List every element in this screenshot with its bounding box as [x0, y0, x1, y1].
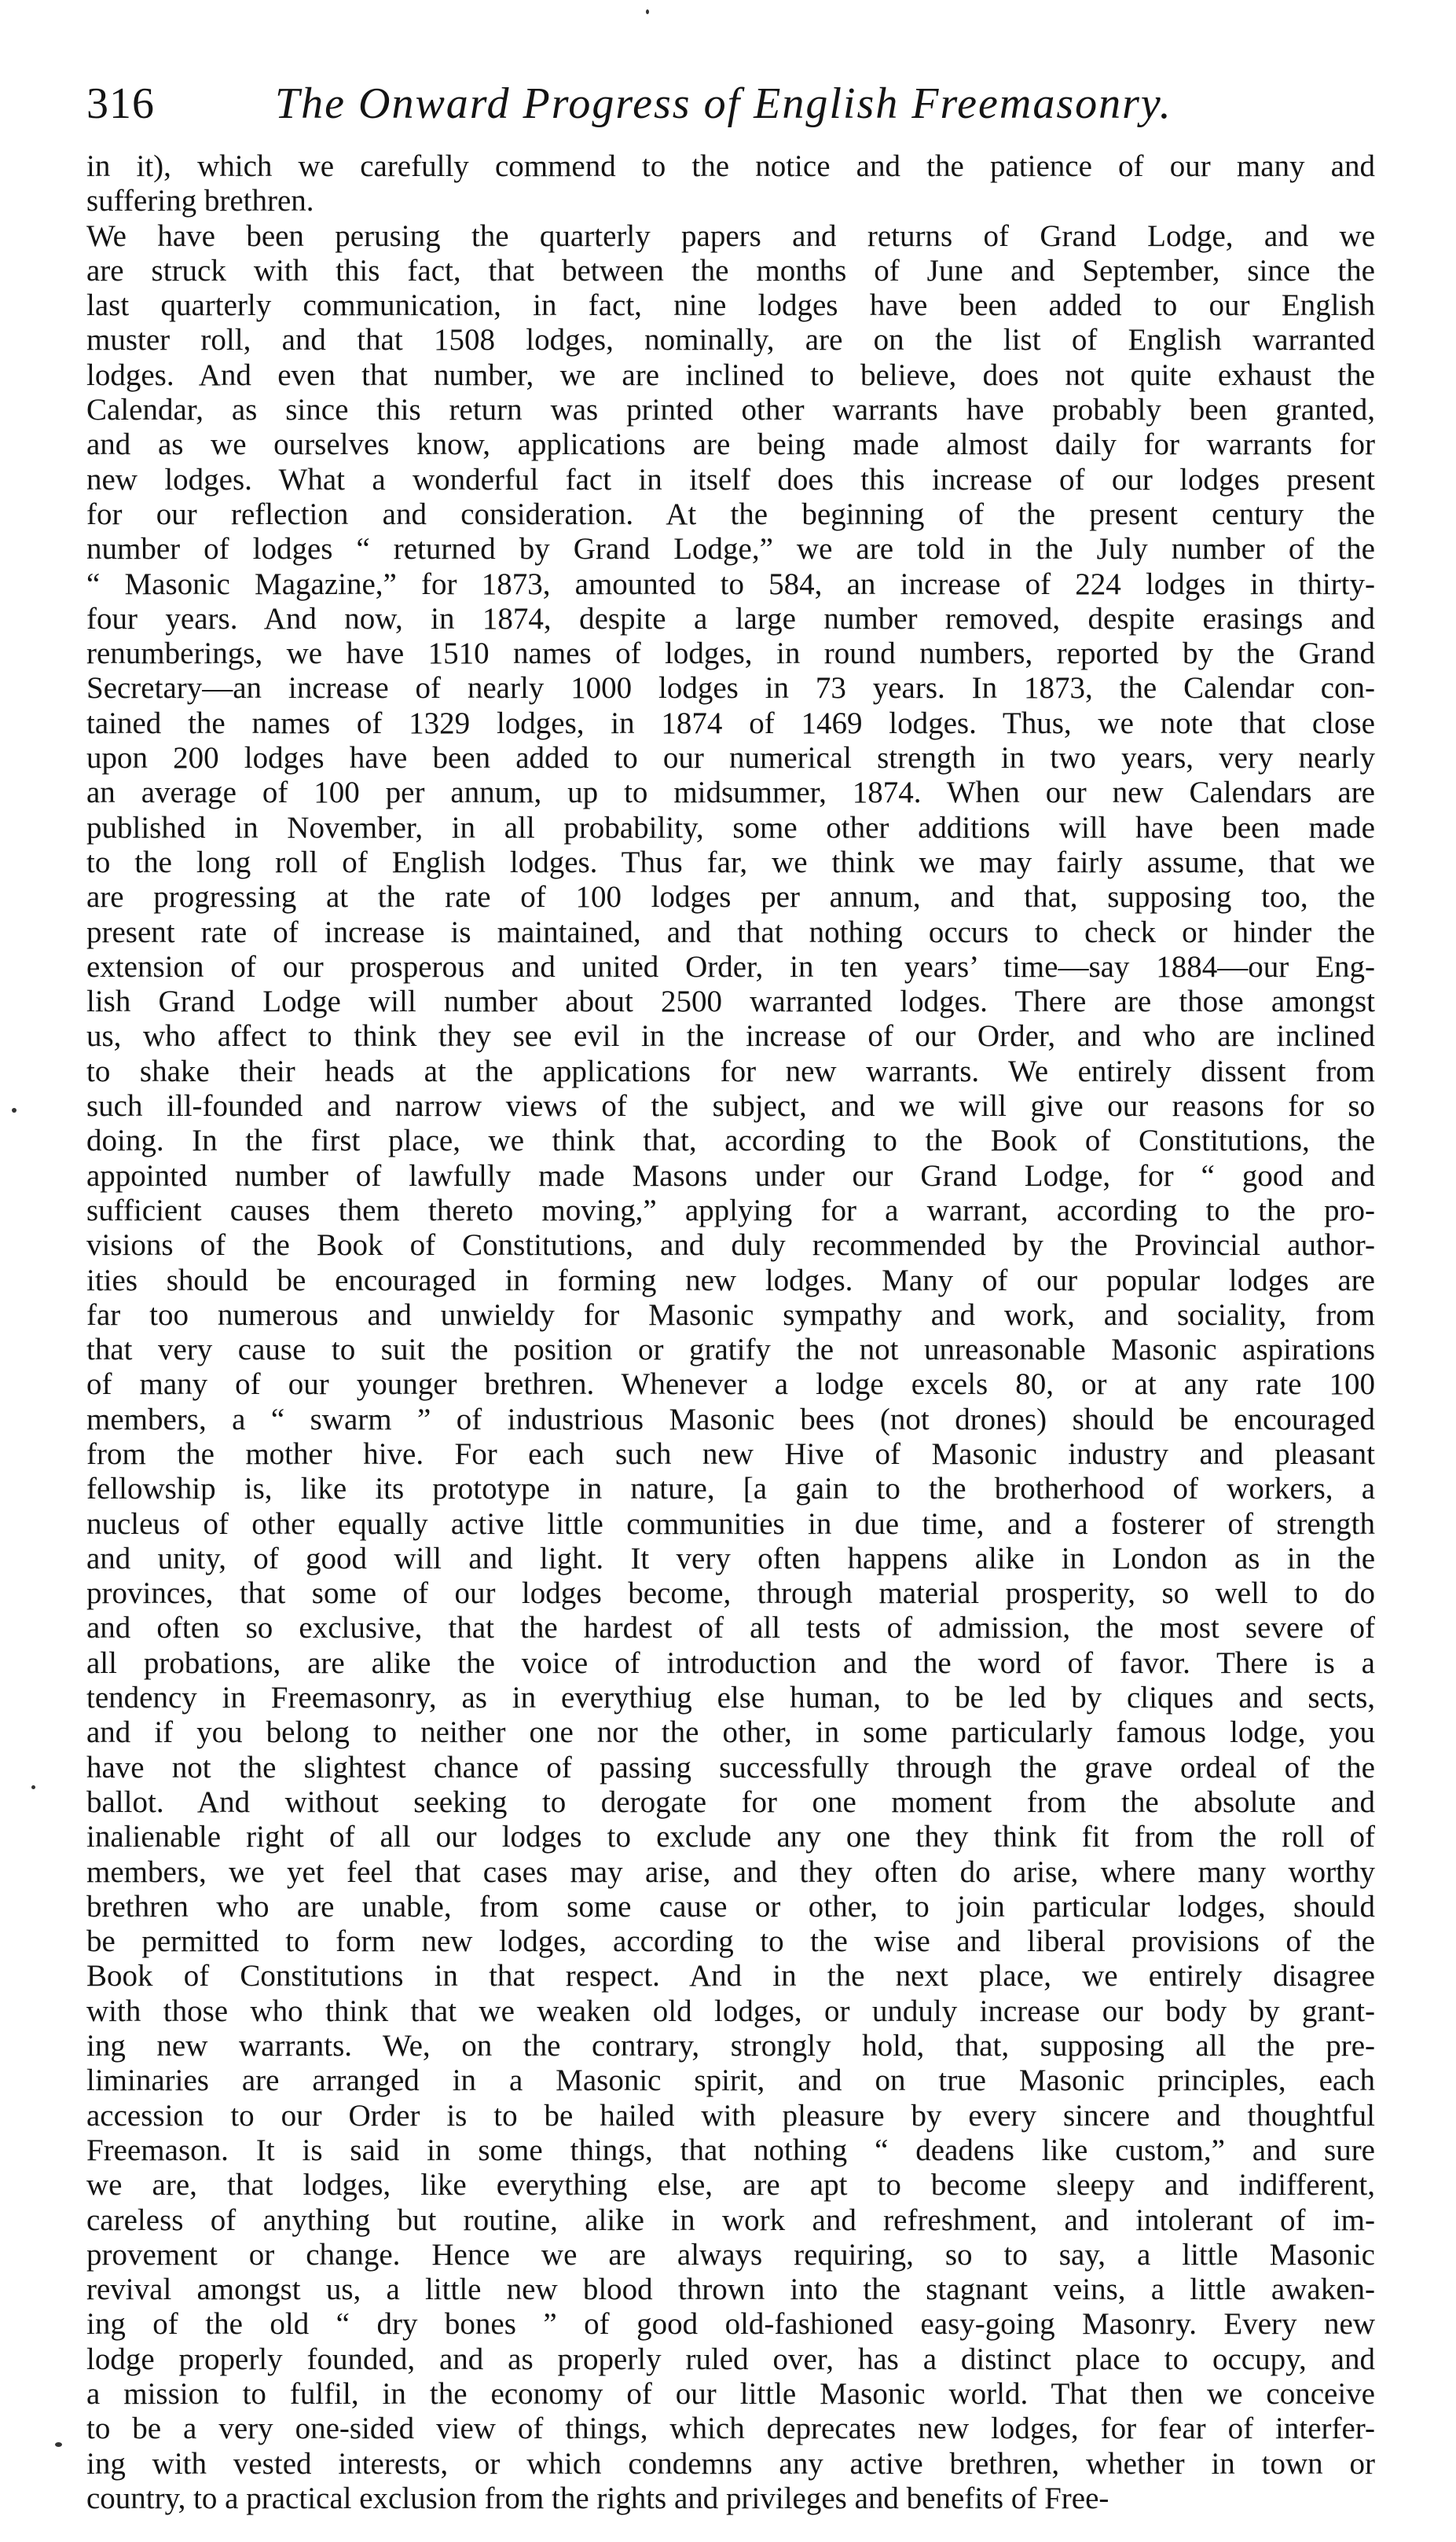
text-line: tendency in Freemasonry, as in everythiug else human, to be led by cliques and sects, [86, 1681, 1375, 1715]
text-line: liminaries are arranged in a Masonic spirit, and on true Masonic principles, each [86, 2063, 1375, 2098]
text-line: with those who think that we weaken old lodges, or unduly increase our body by grant- [86, 1994, 1375, 2028]
text-line: an average of 100 per annum, up to midsummer, 1874. When our new Calendars are [86, 776, 1375, 810]
text-line: to be a very one-sided view of things, which deprecates new lodges, for fear of interfer- [86, 2412, 1375, 2446]
text-line: to the long roll of English lodges. Thus far, we think we may fairly assume, that we [86, 845, 1375, 879]
text-line: that very cause to suit the position or gratify the not unreasonable Masonic aspirations [86, 1333, 1375, 1367]
text-line: and unity, of good will and light. It very often happens alike in London as in the [86, 1541, 1375, 1575]
text-line: visions of the Book of Constitutions, and duly recommended by the Provincial author- [86, 1228, 1375, 1263]
text-line: doing. In the first place, we think that, according to the Book of Constitutions, the [86, 1124, 1375, 1158]
text-line: present rate of increase is maintained, and that nothing occurs to check or hinder the [86, 915, 1375, 949]
margin-speck [55, 2442, 62, 2447]
text-line: revival amongst us, a little new blood thrown into the stagnant veins, a little awaken- [86, 2272, 1375, 2307]
text-line: to shake their heads at the applications for new warrants. We entirely dissent from [86, 1054, 1375, 1088]
page-number: 316 [86, 79, 155, 128]
text-line: last quarterly communication, in fact, nine lodges have been added to our English [86, 288, 1375, 323]
text-line: of many of our younger brethren. Whenever a lodge excels 80, or at any rate 100 [86, 1367, 1375, 1402]
text-line: from the mother hive. For each such new Hive of Masonic industry and pleasant [86, 1436, 1375, 1471]
text-line: members, a “ swarm ” of industrious Masonic bees (not drones) should be encouraged [86, 1402, 1375, 1436]
text-line: ing of the old “ dry bones ” of good old-fashioned easy-going Masonry. Every new [86, 2307, 1375, 2342]
text-line: be permitted to form new lodges, according to the wise and liberal provisions of the [86, 1924, 1375, 1959]
text-line: lodges. And even that number, we are inclined to believe, does not quite exhaust the [86, 358, 1375, 392]
text-line: lodge properly founded, and as properly ruled over, has a distinct place to occupy, and [86, 2342, 1375, 2376]
text-line: and if you belong to neither one nor the other, in some particularly famous lodge, you [86, 1715, 1375, 1750]
text-line: upon 200 lodges have been added to our numerical strength in two years, very nearly [86, 741, 1375, 776]
text-line: are struck with this fact, that between the months of June and September, since the [86, 253, 1375, 288]
text-line: a mission to fulfil, in the economy of our little Masonic world. That then we conceive [86, 2377, 1375, 2411]
text-line: us, who affect to think they see evil in the increase of our Order, and who are inclined [86, 1019, 1375, 1054]
text-line: brethren who are unable, from some cause or other, to join particular lodges, should [86, 1889, 1375, 1924]
text-line: muster roll, and that 1508 lodges, nominally, are on the list of English warranted [86, 323, 1375, 358]
text-line: suffering brethren. [86, 184, 314, 218]
text-line: fellowship is, like its prototype in nature, [a gain to the brotherhood of workers, a [86, 1472, 1375, 1506]
text-line: members, we yet feel that cases may arise, and they often do arise, where many worthy [86, 1854, 1375, 1889]
text-line: far too numerous and unwieldy for Masonic sympathy and work, and sociality, from [86, 1297, 1375, 1332]
margin-speck [646, 9, 649, 14]
text-line: new lodges. What a wonderful fact in itself does this increase of our lodges present [86, 462, 1375, 497]
text-line: appointed number of lawfully made Masons under our Grand Lodge, for “ good and [86, 1158, 1375, 1193]
text-line: inalienable right of all our lodges to exclude any one they think fit from the roll of [86, 1820, 1375, 1854]
text-line: Book of Constitutions in that respect. And in the next place, we entirely disagree [86, 1959, 1375, 1994]
text-line: four years. And now, in 1874, despite a large number removed, despite erasings and [86, 601, 1375, 636]
text-line: all probations, are alike the voice of introduction and the word of favor. There is a [86, 1645, 1375, 1680]
text-line: nucleus of other equally active little communities in due time, and a fosterer of strength [86, 1506, 1375, 1541]
text-line: Secretary—an increase of nearly 1000 lodges in 73 years. In 1873, the Calendar con- [86, 671, 1375, 706]
text-line: such ill-founded and narrow views of the subject, and we will give our reasons for so [86, 1089, 1375, 1124]
text-line: published in November, in all probability, some other additions will have been made [86, 810, 1375, 845]
margin-speck [12, 1108, 17, 1113]
text-line: Freemason. It is said in some things, that nothing “ deadens like custom,” and sure [86, 2133, 1375, 2167]
running-title: The Onward Progress of English Freemasonry. [275, 79, 1172, 128]
margin-speck [31, 1785, 35, 1789]
text-line: in it), which we carefully commend to the notice and the patience of our many and [86, 149, 1375, 183]
text-line: Calendar, as since this return was printed other warrants have probably been granted, [86, 393, 1375, 427]
text-line: tained the names of 1329 lodges, in 1874 of 1469 lodges. Thus, we note that close [86, 706, 1375, 740]
text-line: ities should be encouraged in forming new lodges. Many of our popular lodges are [86, 1263, 1375, 1297]
text-line: and as we ourselves know, applications are being made almost daily for warrants for [86, 427, 1375, 462]
text-line: extension of our prosperous and united Order, in ten years’ time—say 1884—our Eng- [86, 949, 1375, 984]
text-line: and often so exclusive, that the hardest of all tests of admission, the most severe of [86, 1611, 1375, 1645]
body-text [86, 149, 1375, 2516]
text-line: provinces, that some of our lodges become, through material prosperity, so well to do [86, 1576, 1375, 1611]
page-header [86, 72, 1375, 135]
text-line: renumberings, we have 1510 names of lodges, in round numbers, reported by the Grand [86, 636, 1375, 671]
text-line: ing new warrants. We, on the contrary, strongly hold, that, supposing all the pre- [86, 2029, 1375, 2063]
text-line: “ Masonic Magazine,” for 1873, amounted to 584, an increase of 224 lodges in thirty- [86, 567, 1375, 601]
text-line: for our reflection and consideration. At the beginning of the present century the [86, 497, 1375, 531]
text-line: are progressing at the rate of 100 lodges per annum, and that, supposing too, the [86, 880, 1375, 915]
text-line: provement or change. Hence we are always requiring, so to say, a little Masonic [86, 2237, 1375, 2272]
text-line: have not the slightest chance of passing successfully through the grave ordeal of the [86, 1750, 1375, 1785]
text-line: careless of anything but routine, alike in work and refreshment, and intolerant of im- [86, 2203, 1375, 2237]
text-line: lish Grand Lodge will number about 2500 warranted lodges. There are those amongst [86, 985, 1375, 1019]
text-line: we are, that lodges, like everything else, are apt to become sleepy and indifferent, [86, 2168, 1375, 2203]
text-line: country, to a practical exclusion from the rights and privileges and benefits of Free- [86, 2481, 1109, 2515]
text-line: sufficient causes them thereto moving,” applying for a warrant, according to the pro- [86, 1193, 1375, 1227]
text-line: ballot. And without seeking to derogate for one moment from the absolute and [86, 1785, 1375, 1819]
text-line: number of lodges “ returned by Grand Lodge,” we are told in the July number of the [86, 532, 1375, 567]
text-line: We have been perusing the quarterly papers and returns of Grand Lodge, and we [86, 218, 1375, 253]
text-line: accession to our Order is to be hailed with pleasure by every sincere and thoughtful [86, 2098, 1375, 2133]
text-line: ing with vested interests, or which condemns any active brethren, whether in town or [86, 2446, 1375, 2481]
